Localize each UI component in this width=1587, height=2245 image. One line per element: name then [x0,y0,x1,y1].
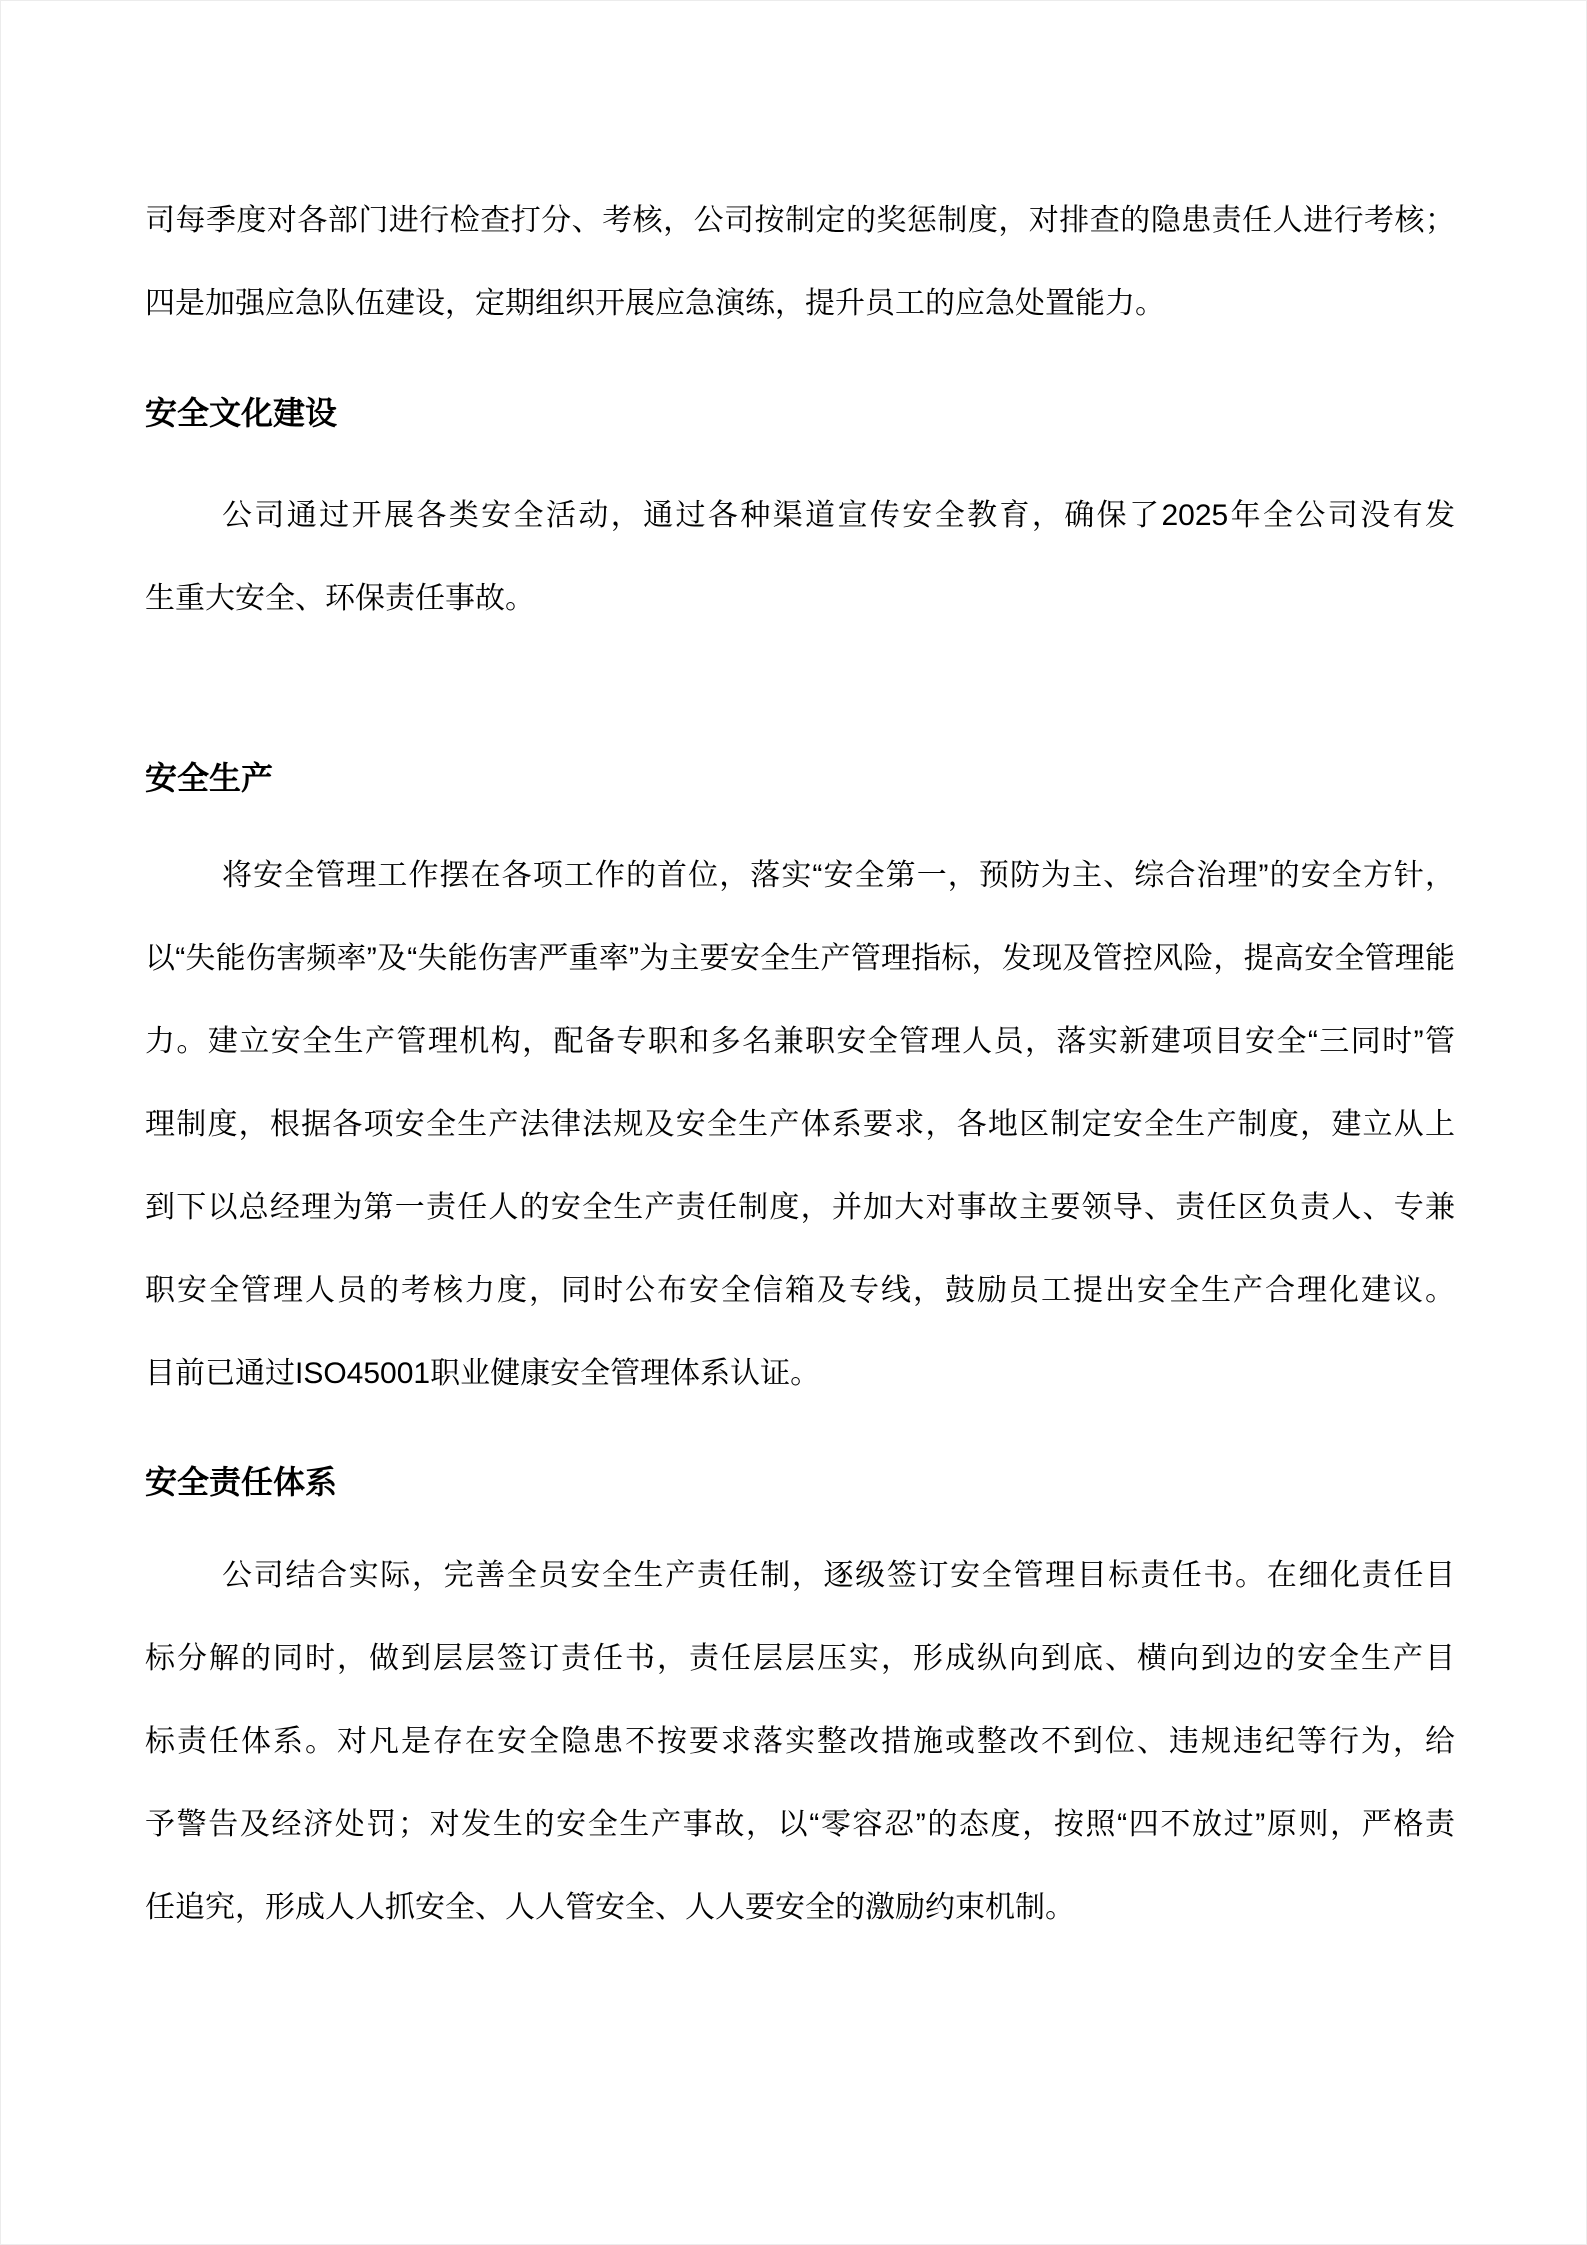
text-line: 以“失能伤害频率”及“失能伤害严重率”为主要安全生产管理指标，发现及管控风险，提高安全管理能 [145,942,1455,975]
text-line: 任追究，形成人人抓安全、人人管安全、人人要安全的激励约束机制。 [145,1891,1075,1924]
paragraph-safety-culture [145,474,1455,640]
text-line: 目前已通过ISO45001职业健康安全管理体系认证。 [145,1357,821,1390]
paragraph-safety-responsibility [145,1534,1455,1949]
text-line: 公司通过开展各类安全活动，通过各种渠道宣传安全教育，确保了2025年全公司没有发 [222,499,1455,532]
text-line: 力。建立安全生产管理机构，配备专职和多名兼职安全管理人员，落实新建项目安全“三同时”管 [145,1025,1455,1058]
section-heading-safety-production: 安全生产 [145,760,274,796]
section-heading-safety-culture: 安全文化建设 [145,395,338,431]
paragraph-safety-production [145,834,1455,1415]
text-line: 生重大安全、环保责任事故。 [145,582,535,615]
text-line: 标分解的同时，做到层层签订责任书，责任层层压实，形成纵向到底、横向到边的安全生产目 [145,1642,1455,1675]
text-line: 四是加强应急队伍建设，定期组织开展应急演练，提升员工的应急处置能力。 [145,287,1165,320]
text-line: 予警告及经济处罚；对发生的安全生产事故，以“零容忍”的态度，按照“四不放过”原则，严格责 [145,1808,1455,1841]
text-line: 将安全管理工作摆在各项工作的首位，落实“安全第一，预防为主、综合治理”的安全方针， [222,859,1455,892]
text-line: 理制度，根据各项安全生产法律法规及安全生产体系要求，各地区制定安全生产制度，建立从上 [145,1108,1455,1141]
text-line: 职安全管理人员的考核力度，同时公布安全信箱及专线，鼓励员工提出安全生产合理化建议。 [145,1274,1455,1307]
text-line: 司每季度对各部门进行检查打分、考核，公司按制定的奖惩制度，对排查的隐患责任人进行考核； [145,204,1455,237]
text-line: 到下以总经理为第一责任人的安全生产责任制度，并加大对事故主要领导、责任区负责人、专兼 [145,1191,1455,1224]
text-line: 标责任体系。对凡是存在安全隐患不按要求落实整改措施或整改不到位、违规违纪等行为，给 [145,1725,1455,1758]
section-heading-safety-responsibility: 安全责任体系 [145,1464,338,1500]
text-line: 公司结合实际，完善全员安全生产责任制，逐级签订安全管理目标责任书。在细化责任目 [222,1559,1455,1592]
paragraph-hidden-danger-assessment [145,179,1455,345]
